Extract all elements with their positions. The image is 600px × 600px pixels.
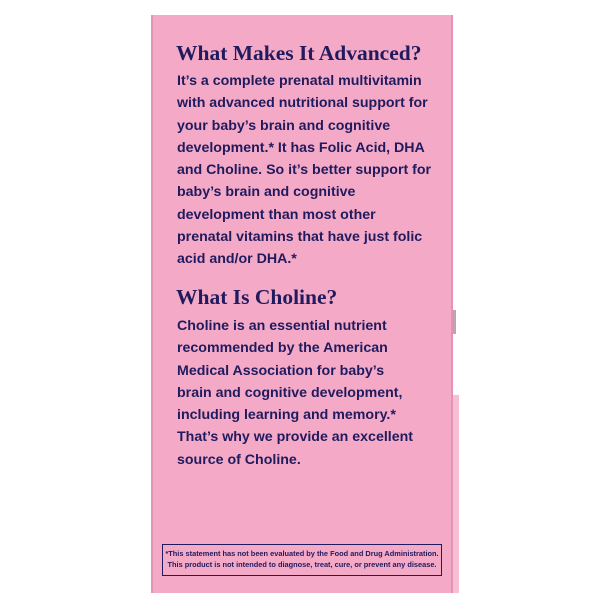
advanced-line: and Choline. So it’s better support for <box>177 162 432 179</box>
heading-what-makes-it-advanced: What Makes It Advanced? <box>176 41 422 65</box>
panel-left-edge <box>151 15 153 593</box>
advanced-line: baby’s brain and cognitive <box>177 184 356 201</box>
choline-line: That’s why we provide an excellent <box>177 429 414 446</box>
fda-disclaimer-box <box>162 544 442 576</box>
advanced-description <box>177 70 431 271</box>
choline-line: Choline is an essential nutrient <box>177 318 387 334</box>
advanced-line: development than most other <box>177 206 376 223</box>
side-light-strip <box>453 395 459 593</box>
choline-line: brain and cognitive development, <box>177 384 403 401</box>
choline-description <box>177 315 413 471</box>
advanced-line: development.* It has Folic Acid, DHA <box>177 139 425 156</box>
choline-line: recommended by the American <box>177 340 388 357</box>
choline-line: including learning and memory.* <box>177 407 396 424</box>
choline-line: Medical Association for baby’s <box>177 362 385 379</box>
advanced-line: with advanced nutritional support for <box>177 95 428 112</box>
advanced-line: It’s a complete prenatal multivitamin <box>177 73 422 89</box>
heading-what-is-choline: What Is Choline? <box>176 285 338 309</box>
side-tab-marker <box>453 310 456 334</box>
disclaimer-line: *This statement has not been evaluated by the Food and Drug Administration. <box>165 549 439 558</box>
advanced-line: prenatal vitamins that have just folic <box>177 229 423 246</box>
advanced-line: acid and/or DHA.* <box>177 251 297 268</box>
advanced-line: your baby’s brain and cognitive <box>177 117 391 134</box>
disclaimer-line: This product is not intended to diagnose, treat, cure, or prevent any disease. <box>167 560 437 569</box>
choline-line: source of Choline. <box>177 451 301 468</box>
